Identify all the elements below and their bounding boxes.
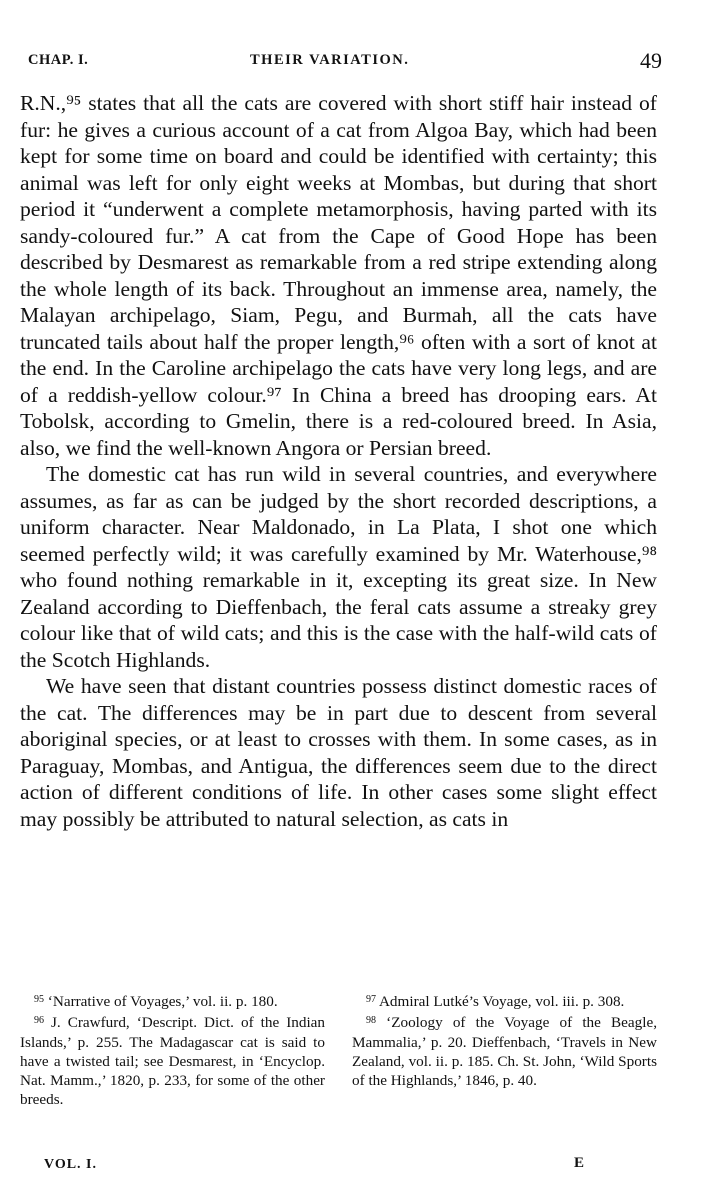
paragraph-feral-cats: The domestic cat has run wild in several countries, and everywhere assumes, as far as can be judged by the short recorded descriptions, a uniform character. Near Maldonado, in La Plata, I shot one which seemed perfectly wild; it was carefully examined by Mr. Waterhouse,⁹⁸ who found nothing remarkable in it, excepting its great size. In New Zealand according to Dieffenbach, the feral cats assume a streaky grey colour like that of wild cats; and this is the case with the half-wild cats of the Scotch Highlands. (20, 462, 657, 672)
footnote-number: 96 (34, 1015, 44, 1027)
footnote-text: Admiral Lutké’s Voyage, vol. iii. p. 308. (378, 993, 625, 1010)
footnote-text: ‘Narrative of Voyages,’ vol. ii. p. 180. (47, 993, 278, 1010)
chapter-label: CHAP. I. (28, 52, 89, 68)
volume-label: VOL. I. (44, 1157, 98, 1172)
footnote-number: 98 (366, 1015, 376, 1027)
footnote-98 (352, 1011, 657, 1090)
footnotes (20, 990, 657, 1160)
footnote-96 (20, 1011, 325, 1109)
footnote-95 (20, 990, 325, 1011)
running-head (24, 48, 662, 82)
signature-mark: E (573, 1155, 584, 1171)
paragraph-distinct-races: We have seen that distant countries possess distinct domestic races of the cat. The differences may be in part due to descent from several aboriginal species, or at least to crosses with them. In some cases, as in Paraguay, Mombas, and Antigua, the differences seem due to the direct action of different conditions of life. In other cases some slight effect may possibly be attributed to natural selection, as cats in (20, 674, 657, 831)
footnote-column-left (20, 990, 325, 1110)
paragraph-continued: R.N.,⁹⁵ states that all the cats are covered with short stiff hair instead of fur: he gives a curious account of a cat from Algoa Bay, which had been kept for some time on board and could be identified with certainty; this animal was left for only eight weeks at Mombas, but during that short period it “underwent a complete metamorphosis, having parted with its sandy-coloured fur.” A cat from the Cape of Good Hope has been described by Desmarest as remarkable from a red stripe extending along the whole length of its back. Throughout an immense area, namely, the Malayan archipelago, Siam, Pegu, and Burmah, all the cats have truncated tails about half the proper length,⁹⁶ often with a sort of knot at the end. In the Caroline archipelago the cats have very long legs, and are of a reddish-yellow colour.⁹⁷ In China a breed has drooping ears. At Tobolsk, according to Gmelin, there is a red-coloured breed. In Asia, also, we find the well-known Angora or Persian breed. (20, 91, 657, 460)
body-text (20, 90, 657, 832)
footnote-number: 97 (366, 994, 376, 1005)
footnote-text: ‘Zoology of the Voyage of the Beagle, Mammalia,’ p. 20. Dieffenbach, ‘Travels in New Zealand, vol. ii. p. 185. Ch. St. John, ‘Wild Sports of the Highlands,’ 1846, p. 40. (352, 1014, 657, 1090)
footnote-97 (352, 990, 657, 1011)
footnote-number: 95 (34, 994, 44, 1005)
page-footer (44, 1157, 608, 1181)
running-title: THEIR VARIATION. (250, 52, 410, 68)
footnote-column-right (352, 990, 657, 1090)
page-number: 49 (640, 48, 662, 73)
footnote-text: J. Crawfurd, ‘Descript. Dict. of the Indian Islands,’ p. 255. The Madagascar cat is said to have a twisted tail; see Desmarest, in ‘Encyclop. Nat. Mamm.,’ 1820, p. 233, for some of the other breeds. (20, 1014, 326, 1109)
